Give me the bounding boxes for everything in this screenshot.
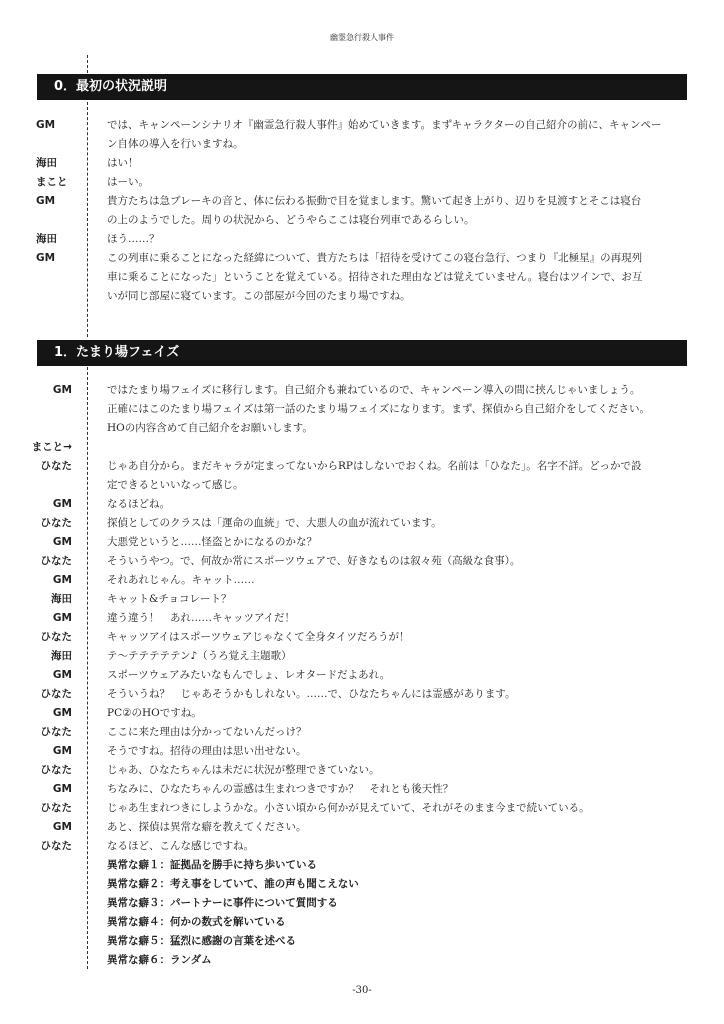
speaker-name: まこと [36, 176, 68, 188]
dialogue-line [0, 533, 724, 552]
dialogue-text: ン自体の導入を行いますね。 [107, 138, 244, 150]
dialogue-line [0, 116, 724, 135]
dialogue-line [0, 837, 724, 856]
dialogue-line [0, 761, 724, 780]
dialogue-text: あと、探偵は異常な癖を教えてください。 [107, 821, 307, 833]
speaker-name: ひなた [40, 460, 72, 472]
dialogue-text: はーい。 [107, 176, 149, 188]
dialogue-line [0, 742, 724, 761]
dialogue-line [0, 438, 724, 457]
dialogue-text: なるほどね。 [107, 498, 170, 510]
speaker-name: ひなた [40, 631, 72, 643]
speaker-name: ひなた [40, 802, 72, 814]
dialogue-line [0, 780, 724, 799]
speaker-name: GM [36, 252, 56, 264]
speaker-name: 海田 [36, 157, 57, 169]
speaker-name: ひなた [40, 688, 72, 700]
dialogue-text: では、キャンペーンシナリオ『幽霊急行殺人事件』始めていきます。まずキャラクターの自己紹介の前に、キャンペー [107, 119, 662, 131]
abnormal-habit-text: 異常な癖２：考え事をしていて、誰の声も聞こえない [107, 878, 359, 890]
dialogue-text: 探偵としてのクラスは「運命の血統」で、大悪人の血が流れています。 [107, 517, 442, 529]
dialogue-line [0, 400, 724, 419]
dialogue-text: そういうね？ じゃあそうかもしれない。……で、ひなたちゃんには霊感があります。 [107, 688, 516, 700]
dialogue-text: そういうやつ。で、何故か常にスポーツウェアで、好きなものは叙々苑（高級な食事）。 [107, 555, 521, 567]
dialogue-line [0, 230, 724, 249]
dialogue-line [0, 609, 724, 628]
running-header: 幽霊急行殺人事件 [330, 33, 394, 42]
page-number: -30- [352, 985, 372, 996]
dialogue-text: 貴方たちは急ブレーキの音と、体に伝わる振動で目を覚まします。驚いて起き上がり、辺りを見渡すとそこは寝台 [107, 195, 642, 207]
speaker-name: GM [52, 745, 72, 757]
dialogue-text: キャッツアイはスポーツウェアじゃなくて全身タイツだろうが！ [107, 631, 410, 643]
dialogue-text: ほう……？ [107, 233, 160, 245]
speaker-name: 海田 [51, 650, 72, 662]
abnormal-habit-item [0, 913, 724, 932]
dialogue-line [0, 154, 724, 173]
section-heading-0: 0．最初の状況説明 [37, 74, 687, 100]
margin-divider-top [87, 55, 88, 73]
speaker-name: ひなた [40, 840, 72, 852]
dialogue-text: いが同じ部屋に寝ています。この部屋が今回のたまり場ですね。 [107, 290, 411, 302]
dialogue-text: じゃあ生まれつきにしようかな。小さい頃から何かが見えていて、それがそのまま今まで続いている。 [107, 802, 590, 814]
dialogue-line [0, 192, 724, 211]
dialogue-line [0, 495, 724, 514]
dialogue-line [0, 287, 724, 306]
dialogue-line [0, 799, 724, 818]
speaker-name: GM [52, 384, 72, 396]
dialogue-text: の上のようでした。周りの状況から、どうやらここは寝台列車であるらしい。 [107, 214, 475, 226]
speaker-name: GM [36, 195, 56, 207]
abnormal-habit-item [0, 932, 724, 951]
abnormal-habit-text: 異常な癖６：ランダム [107, 954, 212, 966]
speaker-name: GM [52, 669, 72, 681]
dialogue-text: じゃあ自分から。まだキャラが定まってないからRPはしないでおくね。名前は「ひなた」。名字不詳。どっかで設 [107, 460, 642, 472]
dialogue-text: そうですね。招待の理由は思い出せない。 [107, 745, 307, 757]
dialogue-line [0, 211, 724, 230]
speaker-name: GM [52, 821, 72, 833]
dialogue-text: HOの内容含めて自己紹介をお願いします。 [107, 422, 313, 434]
abnormal-habit-item [0, 894, 724, 913]
dialogue-text: この列車に乗ることになった経緯について、貴方たちは「招待を受けてこの寝台急行、つまり『北極星』の再現列 [107, 252, 643, 264]
dialogue-text: ではたまり場フェイズに移行します。自己紹介も兼ねているので、キャンペーン導入の間に挟んじゃいましょう。 [107, 384, 641, 396]
dialogue-text: テ～テテテテテン♪（うろ覚え主題歌） [107, 650, 292, 662]
dialogue-text: キャット&チョコレート？ [107, 593, 232, 605]
dialogue-text: 定できるといいなって感じ。 [107, 479, 244, 491]
dialogue-section-0 [0, 116, 724, 306]
speaker-name: GM [52, 536, 72, 548]
dialogue-line [0, 476, 724, 495]
speaker-name: GM [52, 783, 72, 795]
speaker-name: 海田 [36, 233, 57, 245]
dialogue-line [0, 552, 724, 571]
dialogue-text: ここに来た理由は分かってないんだっけ？ [107, 726, 307, 738]
abnormal-habit-item [0, 856, 724, 875]
dialogue-line [0, 514, 724, 533]
abnormal-habit-item [0, 875, 724, 894]
speaker-name: GM [52, 707, 72, 719]
dialogue-line [0, 419, 724, 438]
dialogue-text: それあれじゃん。キャット…… [107, 574, 255, 586]
dialogue-line [0, 628, 724, 647]
abnormal-habit-text: 異常な癖１：証拠品を勝手に持ち歩いている [107, 859, 317, 871]
speaker-name: GM [36, 119, 56, 131]
dialogue-section-1 [0, 381, 724, 970]
dialogue-line [0, 723, 724, 742]
speaker-name: GM [52, 574, 72, 586]
dialogue-line [0, 381, 724, 400]
dialogue-line [0, 268, 724, 287]
dialogue-text: じゃあ、ひなたちゃんは未だに状況が整理できていない。 [107, 764, 380, 776]
section-heading-1: 1．たまり場フェイズ [37, 340, 687, 366]
dialogue-line [0, 647, 724, 666]
abnormal-habit-text: 異常な癖５：猛烈に感謝の言葉を述べる [107, 935, 296, 947]
speaker-name: ひなた [40, 555, 72, 567]
dialogue-line [0, 590, 724, 609]
speaker-name: GM [52, 498, 72, 510]
dialogue-line [0, 818, 724, 837]
speaker-name: まこと→ [31, 441, 72, 453]
dialogue-line [0, 571, 724, 590]
speaker-name: 海田 [51, 593, 72, 605]
dialogue-line [0, 704, 724, 723]
dialogue-line [0, 173, 724, 192]
dialogue-text: 大悪党というと……怪盗とかになるのかな？ [107, 536, 317, 548]
dialogue-line [0, 666, 724, 685]
dialogue-text: 違う違う！ あれ……キャッツアイだ！ [107, 612, 296, 624]
speaker-name: ひなた [40, 764, 72, 776]
dialogue-text: ちなみに、ひなたちゃんの霊感は生まれつきですか？ それとも後天性？ [107, 783, 454, 795]
dialogue-text: なるほど、こんな感じですね。 [107, 840, 254, 852]
dialogue-line [0, 135, 724, 154]
abnormal-habit-text: 異常な癖４：何かの数式を解いている [107, 916, 286, 928]
speaker-name: ひなた [40, 517, 72, 529]
dialogue-text: スポーツウェアみたいなもんでしょ、レオタードだよあれ。 [107, 669, 391, 681]
dialogue-line [0, 685, 724, 704]
abnormal-habit-item [0, 951, 724, 970]
dialogue-text: はい！ [107, 157, 139, 169]
dialogue-text: PC②のHOですね。 [107, 707, 202, 719]
dialogue-line [0, 457, 724, 476]
speaker-name: ひなた [40, 726, 72, 738]
dialogue-text: 車に乗ることになった」ということを覚えている。招待された理由などは覚えていません。寝台はツインで、お互 [107, 271, 643, 283]
dialogue-line [0, 249, 724, 268]
abnormal-habit-text: 異常な癖３：パートナーに事件について質問する [107, 897, 338, 909]
speaker-name: GM [52, 612, 72, 624]
dialogue-text: 正確にはこのたまり場フェイズは第一話のたまり場フェイズになります。まず、探偵から自己紹介をしてください。 [107, 403, 651, 415]
